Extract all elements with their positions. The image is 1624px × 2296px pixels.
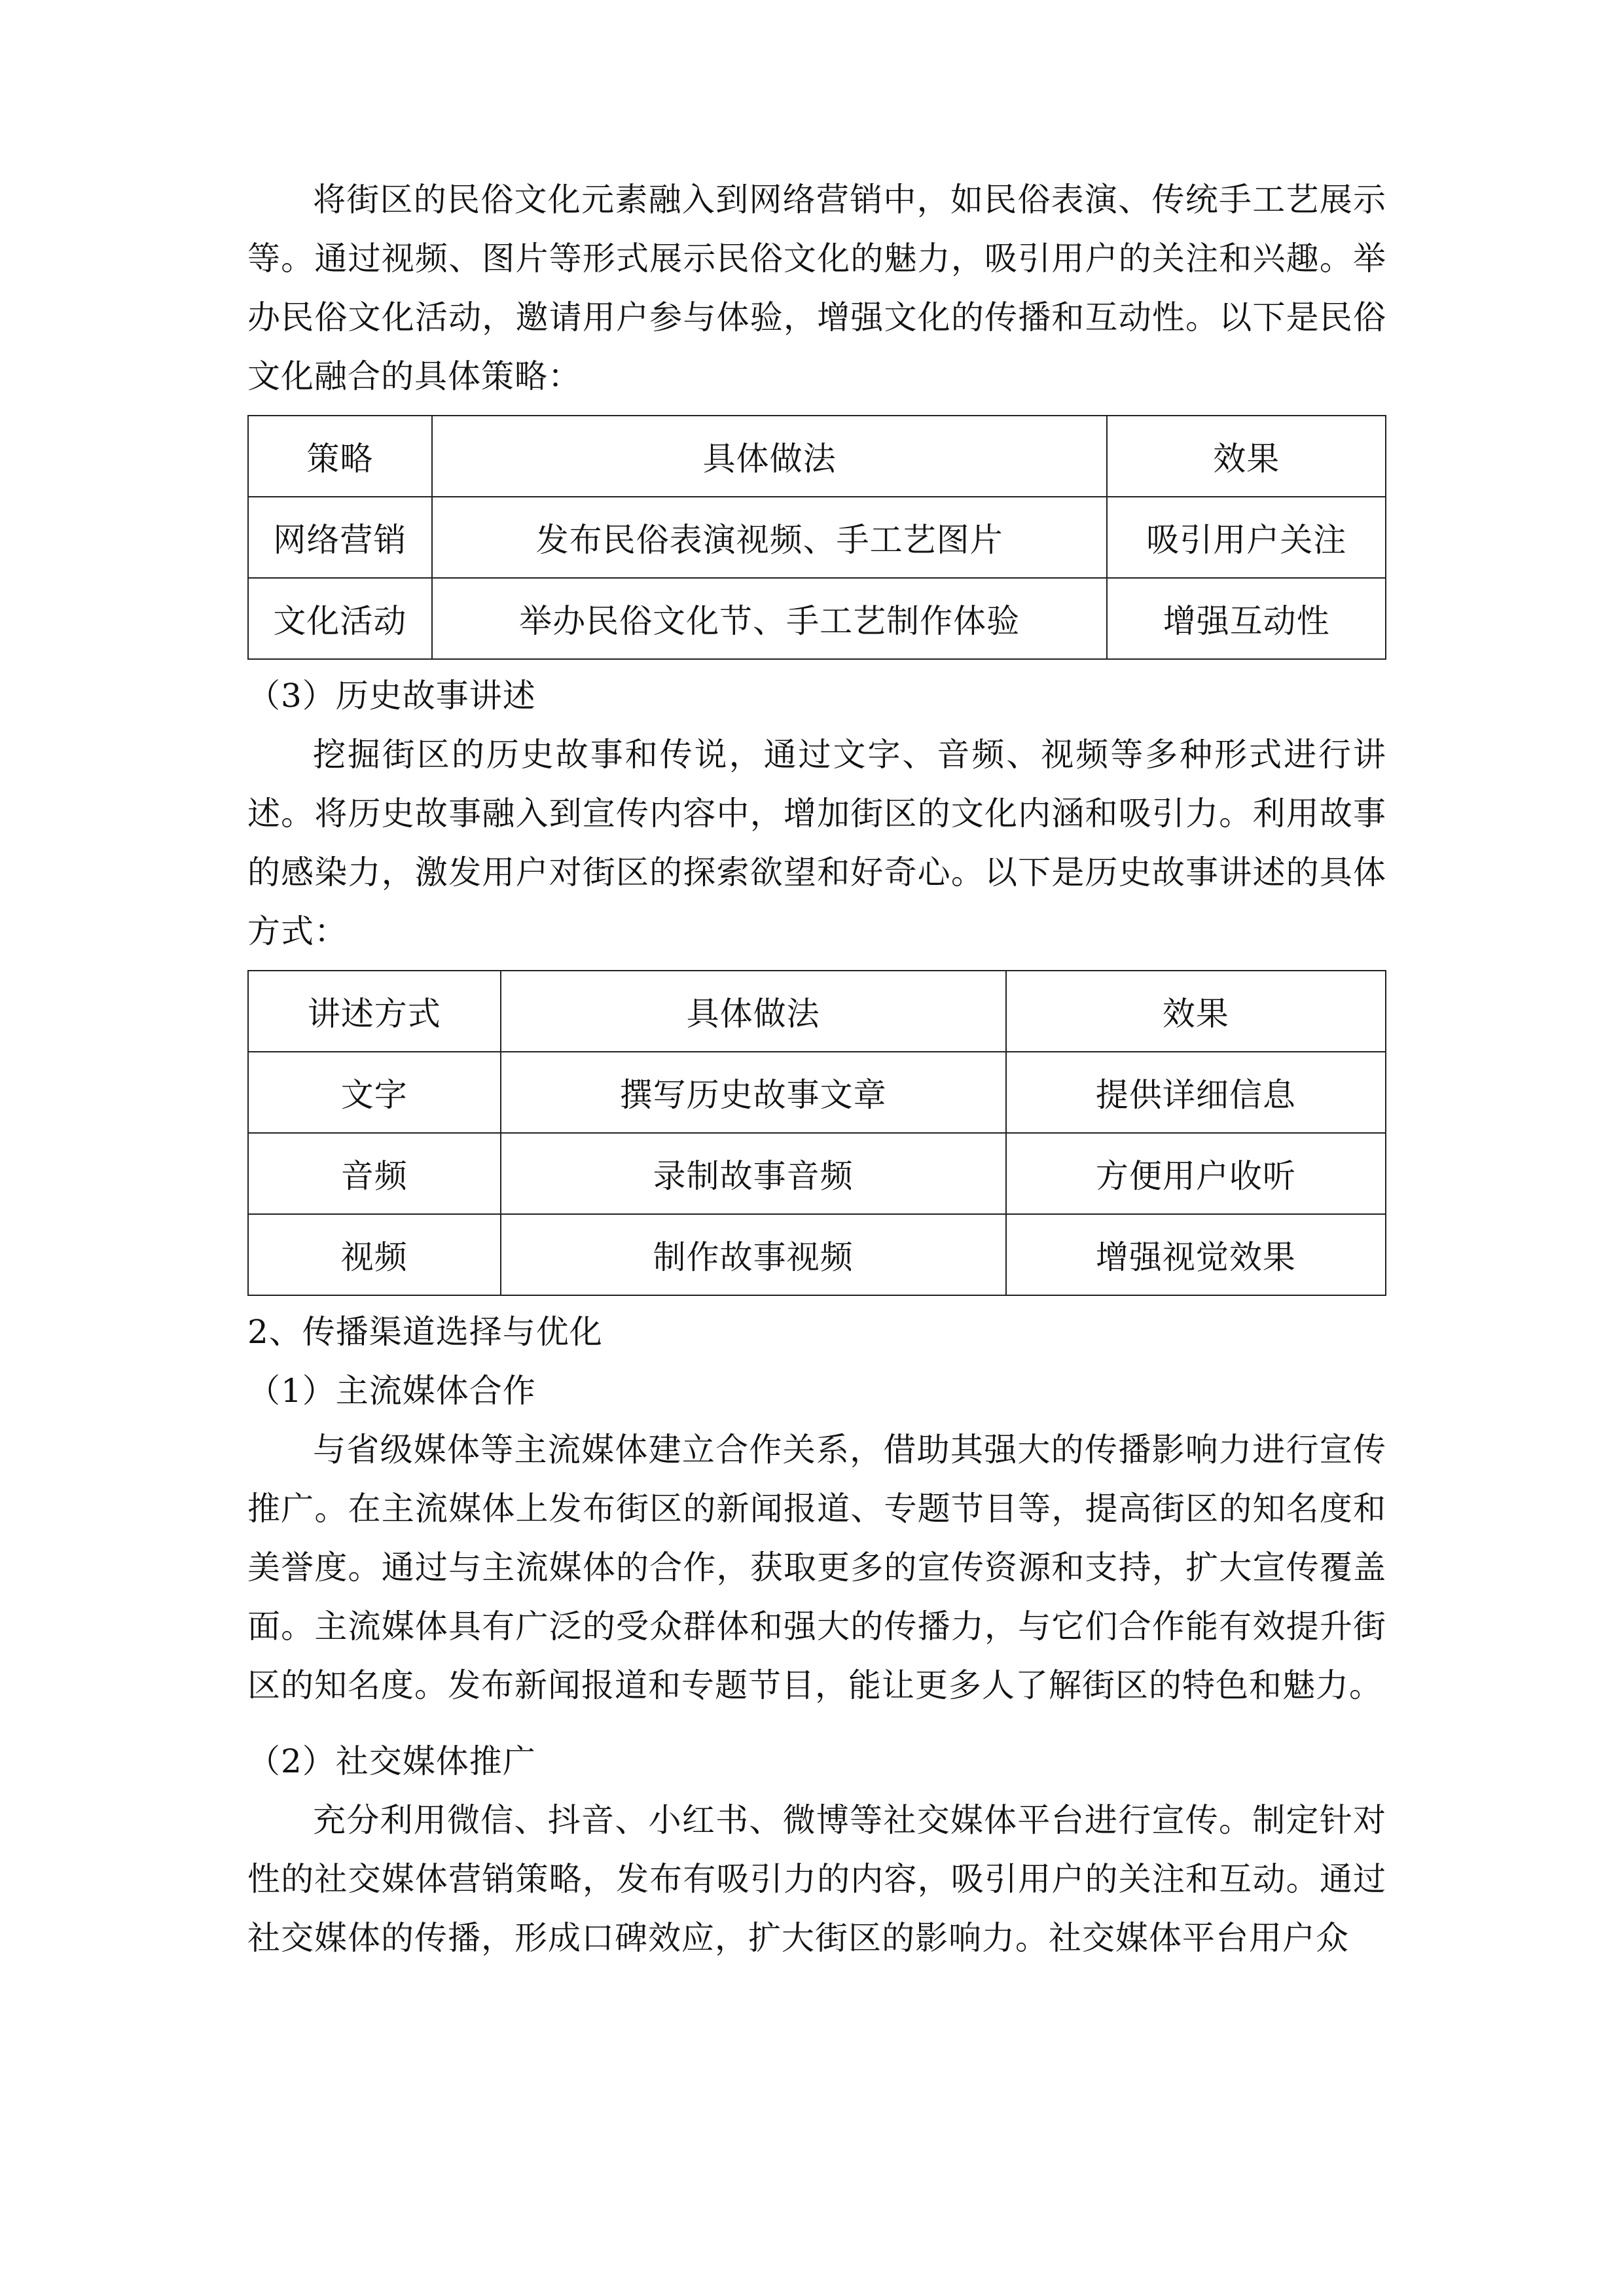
table-header-cell: 讲述方式 [248,971,501,1052]
table-row [248,578,1386,659]
table-row [248,1133,1386,1214]
table-row [248,497,1386,578]
table-header-cell: 效果 [1006,971,1386,1052]
table-cell: 增强互动性 [1107,578,1386,659]
table-cell: 文化活动 [248,578,432,659]
table-cell: 增强视觉效果 [1006,1214,1386,1295]
folk-strategy-table [247,415,1386,660]
table-header-row [248,416,1386,497]
table-row [248,1052,1386,1133]
table-header-cell: 效果 [1107,416,1386,497]
table-cell: 文字 [248,1052,501,1133]
table-cell: 吸引用户关注 [1107,497,1386,578]
table-header-row [248,971,1386,1052]
table-row [248,1214,1386,1295]
table-cell: 发布民俗表演视频、手工艺图片 [432,497,1108,578]
history-heading: （3）历史故事讲述 [247,677,536,715]
table-header-cell: 策略 [248,416,432,497]
table-header-cell: 具体做法 [432,416,1108,497]
history-method-table [247,970,1386,1296]
table-cell: 方便用户收听 [1006,1133,1386,1214]
table-cell: 提供详细信息 [1006,1052,1386,1133]
table-cell: 制作故事视频 [501,1214,1006,1295]
history-paragraph: 挖掘街区的历史故事和传说，通过文字、音频、视频等多种形式进行讲述。将历史故事融入到宣传内容中，增加街区的文化内涵和吸引力。利用故事的感染力，激发用户对街区的探索欲望和好奇心。以下是历史故事讲述的具体方式： [247,736,1386,950]
folk-culture-paragraph: 将街区的民俗文化元素融入到网络营销中，如民俗表演、传统手工艺展示等。通过视频、图片等形式展示民俗文化的魅力，吸引用户的关注和兴趣。举办民俗文化活动，邀请用户参与体验，增强文化的传播和互动性。以下是民俗文化融合的具体策略： [247,181,1386,395]
media-heading: （1）主流媒体合作 [247,1372,536,1410]
table-cell: 录制故事音频 [501,1133,1006,1214]
social-paragraph: 充分利用微信、抖音、小红书、微博等社交媒体平台进行宣传。制定针对性的社交媒体营销策略，发布有吸引力的内容，吸引用户的关注和互动。通过社交媒体的传播，形成口碑效应，扩大街区的影响力。社交媒体平台用户众 [247,1801,1386,1957]
table-header-cell: 具体做法 [501,971,1006,1052]
media-paragraph: 与省级媒体等主流媒体建立合作关系，借助其强大的传播影响力进行宣传推广。在主流媒体上发布街区的新闻报道、专题节目等，提高街区的知名度和美誉度。通过与主流媒体的合作，获取更多的宣传资源和支持，扩大宣传覆盖面。主流媒体具有广泛的受众群体和强大的传播力，与它们合作能有效提升街区的知名度。发布新闻报道和专题节目，能让更多人了解街区的特色和魅力。 [247,1431,1386,1704]
social-heading: （2）社交媒体推广 [247,1742,536,1780]
table-cell: 撰写历史故事文章 [501,1052,1006,1133]
channels-heading: 2、传播渠道选择与优化 [247,1313,603,1351]
table-cell: 音频 [248,1133,501,1214]
table-cell: 举办民俗文化节、手工艺制作体验 [432,578,1108,659]
table-cell: 网络营销 [248,497,432,578]
document-page [247,170,1386,1967]
table-cell: 视频 [248,1214,501,1295]
